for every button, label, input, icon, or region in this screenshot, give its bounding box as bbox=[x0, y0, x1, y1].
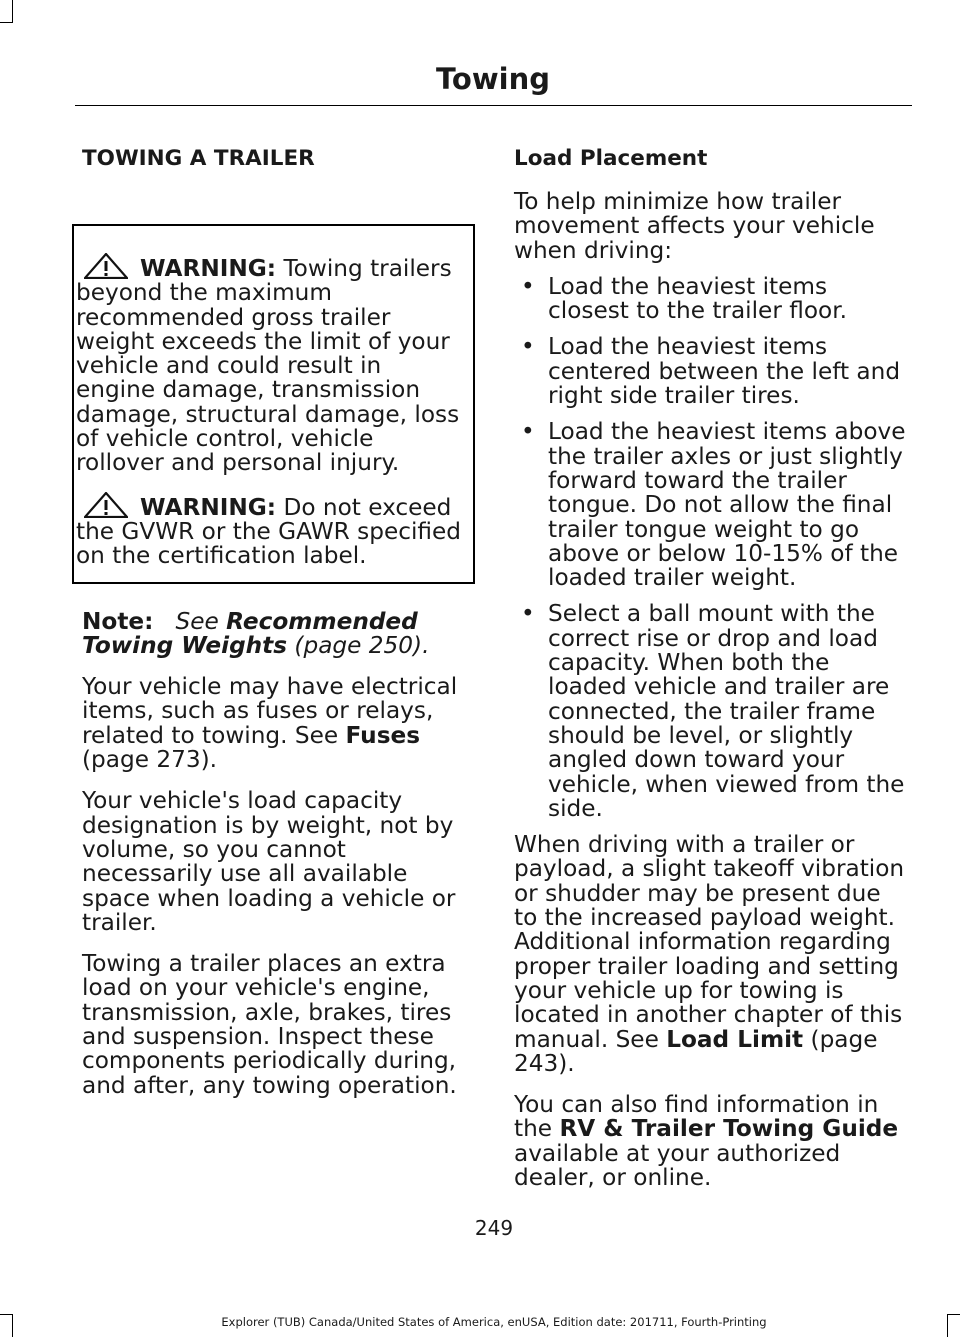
warning-1-text: Towing trailers beyond the maximum recommended gross trailer weight exceeds the limit of your vehicle and could result in engine damage, transmission damage, structural damage, loss of vehicle control, vehicle rollover and personal injury. bbox=[76, 255, 460, 477]
header-divider bbox=[75, 105, 912, 106]
list-item: • Select a ball mount with the correct rise or drop and load capacity. When both the loaded vehicle and trailer are connected, the trailer frame should be level, or slightly angled down toward your vehicle, when viewed from the side. bbox=[514, 602, 910, 821]
paragraph-towing-guide bbox=[514, 1093, 910, 1190]
warning-triangle-icon bbox=[84, 492, 128, 518]
paragraph-text: available at your authorized dealer, or online. bbox=[514, 1139, 841, 1191]
note-link-recommended-towing-weights[interactable]: Recommended Towing Weights bbox=[82, 607, 418, 659]
warning-1 bbox=[76, 253, 467, 476]
link-load-limit[interactable]: Load Limit bbox=[666, 1025, 804, 1053]
page-number: 249 bbox=[474, 1216, 514, 1240]
paragraph-text: When driving with a trailer or payload, a slight takeoff vibration or shudder may be present due to the increased payload weight. Additional information regarding proper trailer loading and setting your vehicle up for towing is located in another chapter of this manual. See bbox=[514, 831, 905, 1053]
section-title: TOWING A TRAILER bbox=[82, 146, 315, 171]
warning-2-label: WARNING: bbox=[140, 493, 277, 521]
right-column bbox=[514, 146, 910, 1190]
load-placement-intro: To help minimize how trailer movement affects your vehicle when driving: bbox=[514, 188, 875, 264]
paragraph-vibration bbox=[514, 833, 910, 1076]
paragraph-text: Your vehicle may have electrical items, such as fuses or relays, related to towing. See bbox=[82, 673, 458, 749]
footer-edition-text: Explorer (TUB) Canada/United States of America, enUSA, Edition date: 201711, Fourth-Printing bbox=[221, 1315, 767, 1329]
note bbox=[82, 607, 477, 659]
load-placement-list bbox=[514, 272, 910, 822]
paragraph-load-capacity: Your vehicle's load capacity designation is by weight, not by volume, so you cannot necessarily use all available space when loading a vehicle or trailer. bbox=[82, 787, 456, 936]
note-see: See bbox=[175, 607, 227, 635]
crop-mark bbox=[12, 0, 13, 23]
note-page-ref: (page 250). bbox=[287, 631, 430, 659]
page-ref: (page 243). bbox=[514, 1025, 878, 1077]
link-fuses[interactable]: Fuses bbox=[345, 721, 421, 749]
warning-triangle-icon bbox=[84, 253, 128, 279]
warning-2-text: Do not exceed the GVWR or the GAWR specified on the certification label. bbox=[76, 493, 461, 570]
note-label: Note: bbox=[82, 607, 154, 635]
list-item: • Load the heaviest items centered between the left and right side trailer tires. bbox=[514, 335, 910, 408]
load-placement-heading: Load Placement bbox=[514, 146, 708, 171]
link-rv-trailer-towing-guide[interactable]: RV & Trailer Towing Guide bbox=[559, 1115, 899, 1143]
crop-mark bbox=[0, 22, 12, 23]
warning-box bbox=[72, 224, 475, 584]
page-ref: (page 273). bbox=[82, 746, 218, 774]
page-header-title: Towing bbox=[436, 62, 550, 96]
paragraph-text: You can also find information in the bbox=[514, 1091, 879, 1143]
list-item: • Load the heaviest items closest to the trailer floor. bbox=[514, 275, 910, 324]
warning-2 bbox=[76, 492, 467, 569]
paragraph-electrical bbox=[82, 675, 477, 772]
left-column bbox=[76, 146, 477, 1099]
warning-1-label: WARNING: bbox=[140, 255, 277, 282]
paragraph-extra-load: Towing a trailer places an extra load on your vehicle's engine, transmission, axle, brakes, tires and suspension. Inspect these components periodically during, and after, any towing operation. bbox=[82, 950, 457, 1099]
list-item: • Load the heaviest items above the trailer axles or just slightly forward toward the trailer tongue. Do not allow the final trailer tongue weight to go above or below 10-15% of the loaded trailer weight. bbox=[514, 420, 910, 590]
